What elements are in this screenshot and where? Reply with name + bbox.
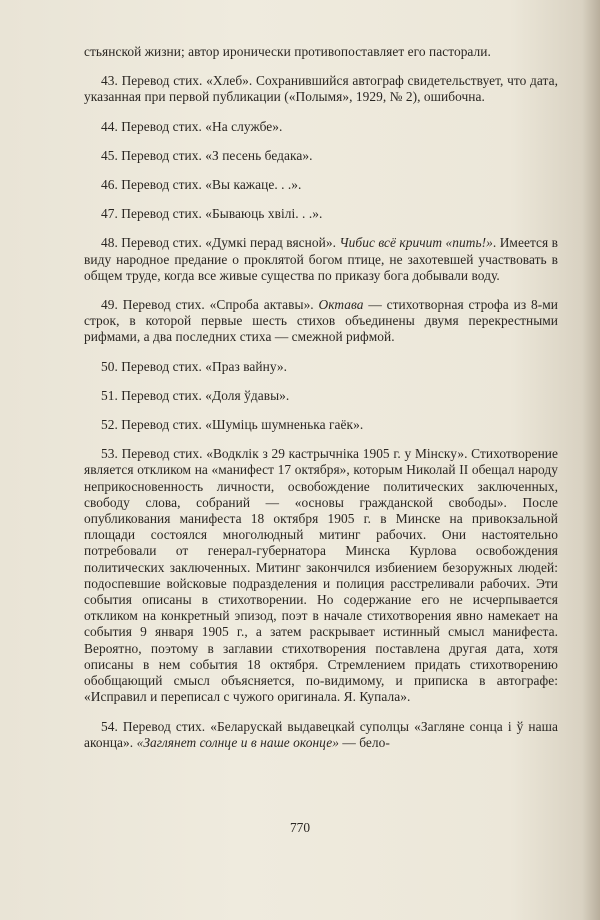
note-53: 53. Перевод стих. «Водклік з 29 кастрычніка 1905 г. у Мінску». Стихотворение является откликом на «манифест 17 октября», которым Николай II обещал народу неприкосновенность личности, освобождение политических заключенных, свободу слова, собраний — «основы гражданской свободы». После опубликования манифеста 18 октября 1905 г. в Минске на привокзальной площади состоялся многолюдный митинг рабочих. Они настоятельно потребовали от генерал-губернатора Минска Курлова освобождения политических заключенных. Митинг закончился избиением безоружных людей: подоспевшие войсковые подразделения и полиция расстреливали рабочих. Эти события описаны в стихотворении. Но содержание его не исчерпывается откликом на конкретный эпизод, поэт в начале стихотворения явно намекает на события 9 января 1905 г., а затем раскрывает истинный смысл манифеста. Вероятно, поэтому в заглавии стихотворения поставлена другая дата, хотя описаны в нем события 18 октября. Стремлением придать стихотворению обобщающий смысл объясняется, по-видимому, и приписка в автографе: «Исправил и переписал с чужого оригинала. Я. Купала». xyxy=(84,446,558,705)
note-44: 44. Перевод стих. «На службе». xyxy=(101,118,283,134)
note-50: 50. Перевод стих. «Праз вайну». xyxy=(101,358,288,374)
note-47: 47. Перевод стих. «Бываюць хвілі. . .». xyxy=(101,206,323,222)
note-45: 45. Перевод стих. «З песень бедака». xyxy=(101,147,313,163)
note-48-emphasis: Чибис всё кричит «пить!» xyxy=(339,235,493,251)
note-54-emphasis: «Заглянет солнце и в наше оконце» xyxy=(136,734,339,750)
note-52: 52. Перевод стих. «Шуміць шумненька гаёк». xyxy=(101,417,364,433)
note-continuation: стьянской жизни; автор иронически противопоставляет его пасторали. xyxy=(84,44,491,59)
note-54: 54. Перевод стих. «Беларускай выдавецкай суполцы «Загляне сонца і ў наша аконца». «Заглянет солнце и в наше оконце» — бело- xyxy=(84,718,558,750)
note-51: 51. Перевод стих. «Доля ўдавы». xyxy=(101,387,290,403)
page-number: 770 xyxy=(289,820,311,835)
note-43: 43. Перевод стих. «Хлеб». Сохранившийся автограф свидетельствует, что дата, указанная при первой публикации («Полымя», 1929, № 2), ошибочна. xyxy=(84,73,558,105)
note-46: 46. Перевод стих. «Вы кажаце. . .». xyxy=(101,177,302,193)
notes-body xyxy=(84,44,558,764)
note-49: 49. Перевод стих. «Спроба актавы». Октава — стихотворная строфа из 8-ми строк, в которой первые шесть стихов объединены двумя перекрестными рифмами, а два последних стиха — смежной рифмой. xyxy=(84,297,558,345)
note-48: 48. Перевод стих. «Думкі перад вясной». Чибис всё кричит «пить!». Имеется в виду народное предание о проклятой богом птице, не захотевшей участвовать в общем труде, когда все живые существа по приказу бога добывали воду. xyxy=(84,235,558,283)
note-49-emphasis: Октава xyxy=(318,297,364,313)
